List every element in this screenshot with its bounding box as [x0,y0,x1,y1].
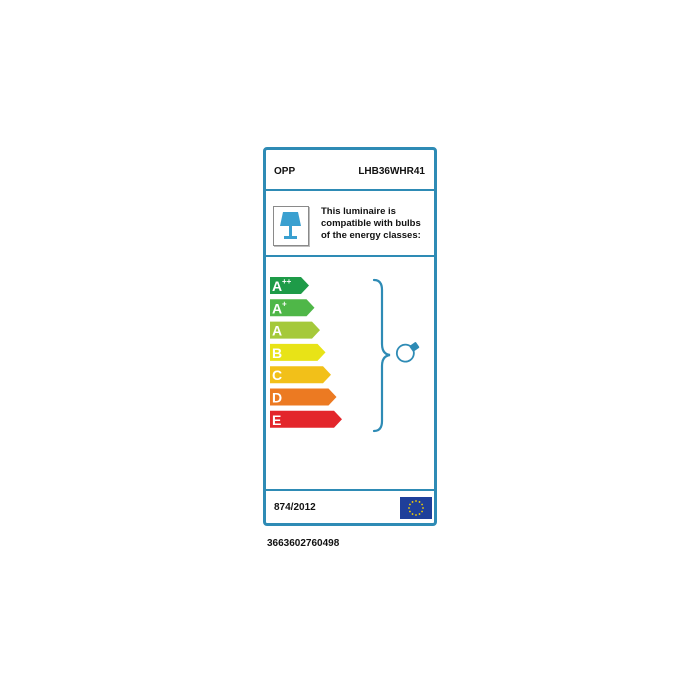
brand-name: OPP [274,166,296,177]
energy-class-letter: B [272,344,283,361]
energy-class-arrow [270,366,331,383]
energy-class-arrow [270,322,320,339]
barcode-number: 3663602760498 [267,538,340,549]
eu-flag-star [421,504,423,506]
eu-flag-star [415,500,417,502]
eu-flag-star [412,501,414,503]
table-lamp-icon [274,207,307,244]
energy-class-arrow [270,344,326,361]
lamp-icon-box [273,206,309,246]
light-bulb-icon [394,338,423,365]
energy-class-letter: D [272,389,283,406]
eu-flag-star [422,507,424,509]
curly-brace [374,280,390,431]
energy-class-letter: E [272,411,282,428]
energy-class-letter: A [272,322,283,339]
eu-flag-star [415,514,417,516]
eu-flag-star [409,504,411,506]
divider-bottom [266,489,434,491]
energy-class-superscript: ++ [282,277,292,286]
regulation-number: 874/2012 [274,502,316,513]
eu-flag-star [419,501,421,503]
energy-class-arrow [270,299,315,316]
energy-class-letter: C [272,367,283,384]
compatibility-text: This luminaire is compatible with bulbs of the energy classes: [321,206,421,241]
class-range-bracket [370,278,430,433]
eu-flag-star [419,513,421,515]
divider-top [266,189,434,191]
divider-middle [266,255,434,257]
energy-class-letter: A [272,278,283,294]
energy-class-arrow [270,411,342,428]
energy-label [263,147,437,526]
eu-flag-star [421,511,423,513]
energy-class-superscript: + [282,299,287,309]
eu-flag-star [408,507,410,509]
energy-class-letter: A [272,300,283,317]
eu-flag-star [409,511,411,513]
energy-class-arrow [270,277,309,294]
model-number: LHB36WHR41 [358,166,425,177]
eu-flag-icon [400,497,432,519]
energy-class-scale [270,277,380,435]
energy-class-arrow [270,389,337,406]
eu-flag-star [412,513,414,515]
